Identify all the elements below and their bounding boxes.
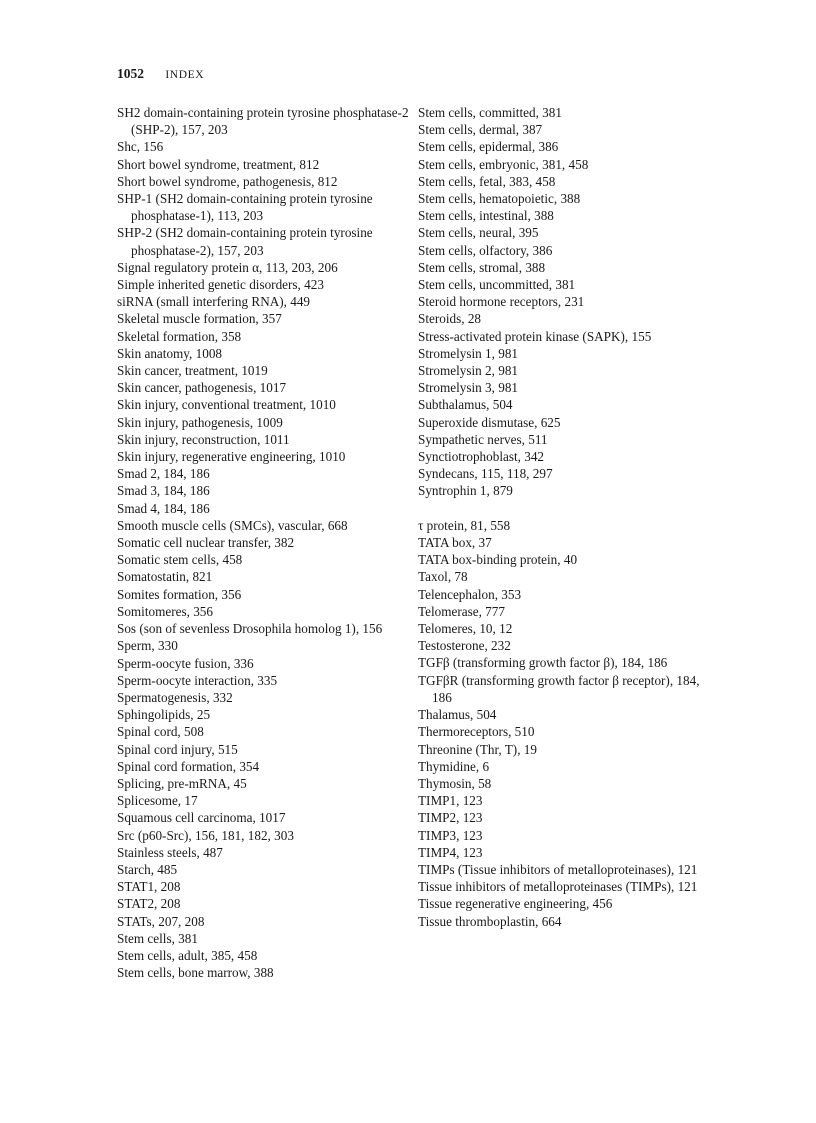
index-entry: Tissue inhibitors of metalloproteinases (TIMPs), 121: [418, 879, 698, 895]
index-entry: Stem cells, 381: [117, 930, 198, 946]
index-entry: TGFβ (transforming growth factor β), 184, 186: [418, 655, 668, 671]
index-entry: Src (p60-Src), 156, 181, 182, 303: [117, 827, 294, 843]
index-group-s: [418, 104, 708, 500]
index-entry: Testosterone, 232: [418, 638, 511, 654]
index-entry: Somatostatin, 821: [117, 569, 213, 585]
index-entry: Superoxide dismutase, 625: [418, 414, 561, 430]
index-entry: siRNA (small interfering RNA), 449: [117, 294, 311, 310]
index-entry: Thermoreceptors, 510: [418, 724, 535, 740]
index-entry: Somitomeres, 356: [117, 603, 213, 619]
index-entry: Somatic cell nuclear transfer, 382: [117, 535, 295, 551]
index-entry: Stromelysin 1, 981: [418, 345, 519, 361]
index-entry: Thymidine, 6: [418, 758, 490, 774]
index-entry: Simple inherited genetic disorders, 423: [117, 277, 324, 293]
index-entry: Synctiotrophoblast, 342: [418, 449, 545, 465]
index-entry: Somites formation, 356: [117, 586, 242, 602]
index-entry: Sperm-oocyte interaction, 335: [117, 672, 278, 688]
index-entry: Spermatogenesis, 332: [117, 689, 233, 705]
index-entry: Skeletal muscle formation, 357: [117, 311, 282, 327]
index-entry: Starch, 485: [117, 861, 178, 877]
index-entry: Squamous cell carcinoma, 1017: [117, 810, 286, 826]
index-entry: Spinal cord, 508: [117, 724, 204, 740]
index-entry: Smad 2, 184, 186: [117, 466, 210, 482]
index-column-left: [117, 104, 417, 981]
index-entry: Signal regulatory protein α, 113, 203, 206: [117, 259, 338, 275]
index-entry: Skin cancer, pathogenesis, 1017: [117, 380, 287, 396]
index-entry: TGFβR (transforming growth factor β receptor), 184, 186: [418, 672, 700, 705]
index-entry: Sympathetic nerves, 511: [418, 431, 548, 447]
index-entry: Telencephalon, 353: [418, 586, 522, 602]
index-entry: SHP-1 (SH2 domain-containing protein tyrosine phosphatase-1), 113, 203: [117, 191, 373, 224]
index-entry: Stem cells, olfactory, 386: [418, 242, 553, 258]
index-entry: Spinal cord formation, 354: [117, 758, 260, 774]
index-entry: Skin injury, pathogenesis, 1009: [117, 414, 283, 430]
index-entry: STAT2, 208: [117, 896, 181, 912]
page-header: [117, 66, 204, 82]
index-entry: TIMPs (Tissue inhibitors of metalloproteinases), 121: [418, 861, 698, 877]
index-entry: Smad 4, 184, 186: [117, 500, 210, 516]
index-entry: Thalamus, 504: [418, 707, 497, 723]
index-entry: TIMP3, 123: [418, 827, 483, 843]
index-entry: Stem cells, epidermal, 386: [418, 139, 559, 155]
index-entry: Stem cells, intestinal, 388: [418, 208, 554, 224]
index-entry: Stem cells, uncommitted, 381: [418, 277, 576, 293]
index-entry: Smad 3, 184, 186: [117, 483, 210, 499]
index-entry: Tissue thromboplastin, 664: [418, 913, 562, 929]
index-column-right: [418, 104, 708, 930]
running-head: INDEX: [165, 69, 205, 81]
index-entry: STAT1, 208: [117, 879, 181, 895]
index-entry: Short bowel syndrome, pathogenesis, 812: [117, 173, 338, 189]
index-entry: Sperm-oocyte fusion, 336: [117, 655, 254, 671]
page-number: 1052: [117, 66, 144, 81]
index-entry: TIMP4, 123: [418, 844, 483, 860]
index-entry: Somatic stem cells, 458: [117, 552, 243, 568]
index-entry: Stromelysin 2, 981: [418, 363, 519, 379]
index-entry: SHP-2 (SH2 domain-containing protein tyrosine phosphatase-2), 157, 203: [117, 225, 373, 258]
index-entry: Stem cells, dermal, 387: [418, 122, 543, 138]
index-entry: STATs, 207, 208: [117, 913, 205, 929]
index-entry: Shc, 156: [117, 139, 164, 155]
index-entry: Stem cells, adult, 385, 458: [117, 947, 258, 963]
index-entry: Stem cells, hematopoietic, 388: [418, 191, 581, 207]
index-entry: Skeletal formation, 358: [117, 328, 242, 344]
index-entry: Tissue regenerative engineering, 456: [418, 896, 613, 912]
index-entry: TATA box-binding protein, 40: [418, 552, 578, 568]
index-entry: Telomerase, 777: [418, 603, 505, 619]
index-entry: Sperm, 330: [117, 638, 178, 654]
index-entry: Skin injury, reconstruction, 1011: [117, 431, 290, 447]
index-entry: Subthalamus, 504: [418, 397, 513, 413]
index-entry: TATA box, 37: [418, 535, 492, 551]
index-entry: Taxol, 78: [418, 569, 468, 585]
index-entry: Stem cells, embryonic, 381, 458: [418, 156, 589, 172]
index-entry: Splicesome, 17: [117, 793, 198, 809]
index-entry: Stress-activated protein kinase (SAPK), 155: [418, 328, 652, 344]
index-entry: Syndecans, 115, 118, 297: [418, 466, 553, 482]
index-entry: τ protein, 81, 558: [418, 517, 511, 533]
index-entry: Skin cancer, treatment, 1019: [117, 363, 268, 379]
index-entry: Stromelysin 3, 981: [418, 380, 519, 396]
letter-group-gap: [418, 500, 708, 517]
index-entry: Stem cells, neural, 395: [418, 225, 539, 241]
index-entry: Syntrophin 1, 879: [418, 483, 513, 499]
index-entry: Skin anatomy, 1008: [117, 345, 223, 361]
index-entry: Splicing, pre-mRNA, 45: [117, 775, 247, 791]
index-entry: SH2 domain-containing protein tyrosine phosphatase-2 (SHP-2), 157, 203: [117, 105, 409, 138]
index-entry: TIMP2, 123: [418, 810, 483, 826]
index-entry: Sphingolipids, 25: [117, 707, 211, 723]
index-entry: Smooth muscle cells (SMCs), vascular, 668: [117, 517, 348, 533]
index-entry: Sos (son of sevenless Drosophila homolog 1), 156: [117, 621, 383, 637]
index-entry: Stem cells, committed, 381: [418, 105, 562, 120]
index-entry: Stem cells, fetal, 383, 458: [418, 173, 556, 189]
index-entry: Telomeres, 10, 12: [418, 621, 513, 637]
index-entry: Stem cells, stromal, 388: [418, 259, 546, 275]
index-group-t: [418, 517, 708, 930]
index-entry: Stainless steels, 487: [117, 844, 223, 860]
index-entry: Skin injury, regenerative engineering, 1010: [117, 449, 346, 465]
index-entry: Stem cells, bone marrow, 388: [117, 965, 274, 981]
index-entry: Short bowel syndrome, treatment, 812: [117, 156, 320, 172]
index-entry: Steroids, 28: [418, 311, 482, 327]
index-entry: Skin injury, conventional treatment, 1010: [117, 397, 336, 413]
index-entry: Thymosin, 58: [418, 775, 492, 791]
index-entry: Spinal cord injury, 515: [117, 741, 238, 757]
index-entry: Threonine (Thr, T), 19: [418, 741, 537, 757]
index-entry: Steroid hormone receptors, 231: [418, 294, 585, 310]
index-entry: TIMP1, 123: [418, 793, 483, 809]
